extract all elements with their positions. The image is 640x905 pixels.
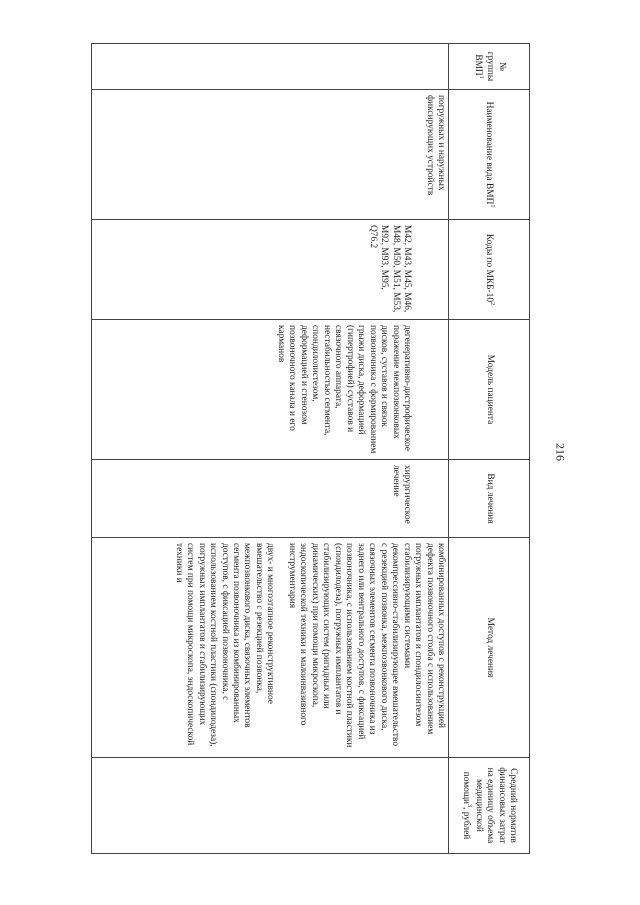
rotated-table-container (90, 43, 530, 853)
cell-cost (92, 758, 449, 854)
table-header-row (449, 44, 530, 854)
method-paragraph-2: двух- и многоэтапное реконструктивное вмешательство с резекцией позвонка, межпозвонкового диска, связочных элементов сегмента позвоночника из комбинированных доступов, с фиксацией позвоночника, с использованием костной пластики (спондилодеза), погружных имплантатов и стабилизирующих систем при помощи микроскопа, эндоскопической техники и (173, 543, 276, 747)
method-paragraph-1: декомпрессивно-стабилизирующее вмешательство с резекцией позвонка, межпозвонкового диска, связочных элементов сегмента позвоночника из заднего или вентрального доступов, с фиксацией позвоночника, с использованием костной пластики (спондилодеза), погружных имплантатов и стабилизирующих систем (ригидных или динамических) при помощи микроскопа, эндоскопической техники и малоинвазивного инструментария (286, 543, 401, 748)
header-icd-codes: Коды по МКБ-$10^2$ (449, 220, 530, 320)
cell-vmp-name: погружных и наружных фиксирующих устройств (92, 90, 449, 220)
cell-treatment-method (92, 538, 449, 758)
header-cost: Средний норматив финансовых затрат на единицу объема медицинской помощи$^3$, рублей (449, 758, 530, 854)
method-continuation: комбинированных доступов с реконструкцией дефекта позвоночного столба с использованием погружных имплантатов и спондилосинтезом стабилизирующими системами (401, 543, 446, 735)
cell-group-no (92, 44, 449, 90)
table-row (92, 44, 449, 854)
header-group-no: № группы ВМП$^1$ (449, 44, 530, 90)
header-treatment-type: Вид лечения (449, 460, 530, 538)
cell-icd-codes: M42, M43, M45, M46, M48, M50, M51, M53, M92, M93, M95, Q76.2 (92, 220, 449, 320)
page-number: 216 (553, 443, 568, 461)
cell-patient-model: дегенеративно-дистрофическое поражение межпозвонковых дисков, суставов и связок позвоночника с формированием грыжи диска, деформацией (гипертрофией) суставов и связочного аппарата, нестабильностью сегмента, спондилолистезом, деформацией и стенозом позвоночного канала и его карманов (92, 320, 449, 460)
header-treatment-method: Метод лечения (449, 538, 530, 758)
cell-treatment-type: хирургическое лечение (92, 460, 449, 538)
vmp-table (91, 43, 530, 854)
header-vmp-name: Наименование вида ВМП$^1$ (449, 90, 530, 220)
header-patient-model: Модель пациента (449, 320, 530, 460)
